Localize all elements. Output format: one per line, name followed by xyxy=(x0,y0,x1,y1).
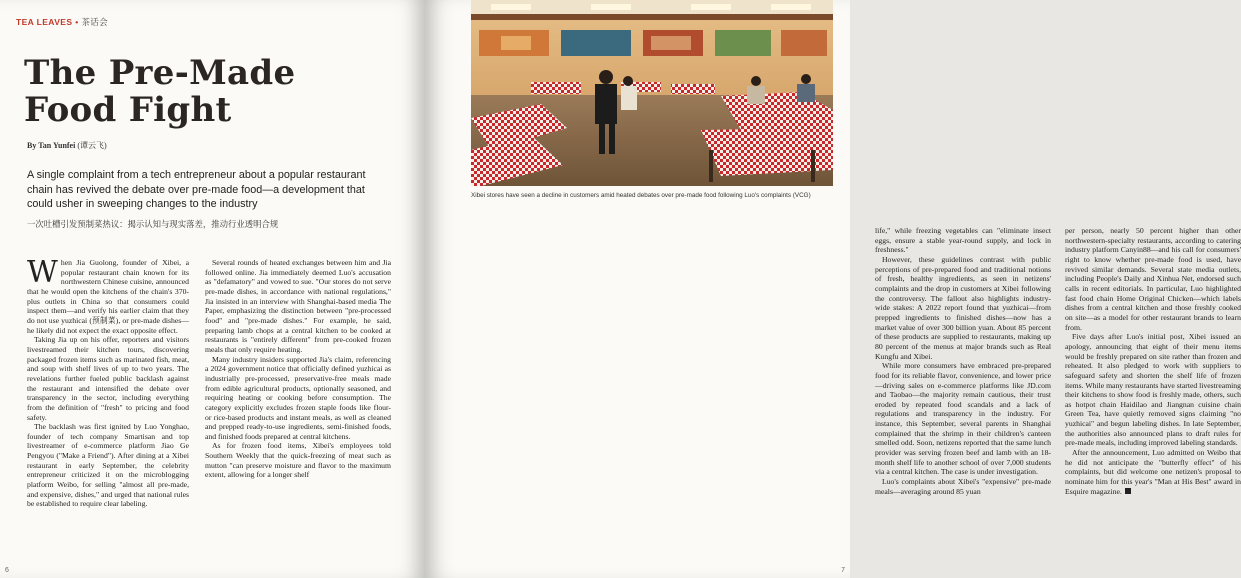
body-column-1 xyxy=(27,255,189,558)
byline-author: By Tan Yunfei xyxy=(27,141,76,150)
article-deck-zh: 一次吐槽引发预制菜热议：揭示认知与现实落差，推动行业透明合规 xyxy=(27,219,279,229)
photo-caption: Xibei stores have seen a decline in customers amid heated debates over pre-made food following Luo's complaints (VCG) xyxy=(471,192,811,199)
restaurant-photo xyxy=(471,0,833,186)
page-number: 6 xyxy=(5,567,9,574)
body-paragraph: Luo's complaints about Xibei's "expensive" pre-made meals—averaging around 85 yuan xyxy=(875,477,1051,496)
body-column-4 xyxy=(1065,226,1241,556)
body-paragraph xyxy=(1065,448,1241,496)
section-name-zh: 茶话会 xyxy=(81,17,109,27)
body-paragraph: Five days after Luo's initial post, Xibei issued an apology, announcing that eight of their menu items would be freshly prepared on site rather than frozen and reheated. It also pledged to work with suppliers to safeguard safety and shorten the shelf life of frozen items. While many restaurants have started livestreaming their kitchens to show food is freshly made, others, such as hotpot chain Haidilao and Jiangnan cuisine chain Green Tea, have quietly removed signs claiming "no yuzhicai" and begun labeling dishes. In late September, the authorities also announced plans to draft rules for pre-made meals, including improved labeling standards. xyxy=(1065,332,1241,448)
body-paragraph xyxy=(27,255,189,335)
page-number: 7 xyxy=(841,567,845,574)
title-line-2: Food Fight xyxy=(24,90,232,130)
body-paragraph: As for frozen food items, Xibei's employees told Southern Weekly that the quick-freezing of meat such as mutton "can preserve moisture and flavor to the maximum extent, allowing for a longer shelf xyxy=(205,441,391,480)
title-line-1: The Pre-Made xyxy=(24,53,296,93)
body-paragraph: However, these guidelines contrast with public perceptions of pre-prepared food and traditional notions of fresh, healthy ingredients, as seen in netizens' complaints and the drop in customers at Xibei following the controversy. The fallout also highlights industry-wide stakes: A 2022 report found that yuzhicai—from prepped ingredients to finished dishes—now has a market value of over 300 billion yuan. About 85 percent of these products are supplied to restaurants, making up 80 percent of the menus at major brands such as Real Kungfu and Xibei. xyxy=(875,254,1051,361)
body-paragraph: Taking Jia up on his offer, reporters and visitors livestreamed their kitchen tours, discovering packaged frozen items such as marinated fish, meat, and soup with shelf lives of up to two years. The revelations further fueled public backlash against the restaurant and intensified the debate over transparency in the sector, including everything from the definition of "fresh" to pricing and food safety. xyxy=(27,335,189,422)
section-label xyxy=(16,16,108,28)
body-column-3 xyxy=(875,226,1051,556)
section-separator: • xyxy=(75,17,82,27)
body-paragraph-text: After the announcement, Luo admitted on Weibo that he did not anticipate the "butterfly effect" of his complaints, but did welcome one netizen's proposal to nominate him for this year's "Man at His Best" award in Esquire magazine. xyxy=(1065,448,1241,496)
body-paragraph: life," while freezing vegetables can "eliminate insect eggs, ensure a stable year-round supply, and lock in freshness." xyxy=(875,226,1051,255)
body-paragraph: Several rounds of heated exchanges between him and Jia followed online. Jia immediately deemed Luo's accusation as "defamatory" and vowed to sue. "Our stores do not serve pre-made dishes, in accordance with national regulations," Jia insisted in an interview with Shanghai-based media The Paper, emphasizing the distinction between "pre-processed food" and "pre-made dishes." For example, he said, preparing lamb chops at a central kitchen to be cooked at restaurants is "entirely different" from pre-cooked frozen meals that only require heating. xyxy=(205,258,391,354)
restaurant-interior-illustration xyxy=(471,0,833,186)
body-paragraph-text: hen Jia Guolong, founder of Xibei, a popular restaurant chain known for its northwestern Chinese cuisine, announced that he would open the kitchens of the chain's 370-plus outlets in China so that consumers could inspect them—and verify his earlier claim that they do not use yuzhicai (预制菜), or pre-made dishes—he likely did not expect the exact opposite effect. xyxy=(27,258,189,335)
article-title xyxy=(24,55,295,129)
left-page xyxy=(0,0,425,578)
body-column-2 xyxy=(205,258,391,558)
section-name: TEA LEAVES xyxy=(16,17,73,27)
body-paragraph: Many industry insiders supported Jia's claim, referencing a 2024 government notice that officially defined yuzhicai as industrially pre-processed, preservative-free meals made from edible agricultural products, optionally seasoned, and requiring heating or cooking before consumption. The category explicitly excludes frozen staple foods like flour- or rice-based products and instant meals, as well as cleaned and prepped ready-to-use ingredients, semi-finished foods, and finished foods prepared at central kitchens. xyxy=(205,354,391,441)
body-paragraph: per person, nearly 50 percent higher than other northwestern-specialty restaurants, according to catering industry platform Canyin88—and his call for consumers' right to know whether pre-made food is used, have revived similar demands. Several state media outlets, including People's Daily and Xinhua Net, endorsed such calls in recent editorials. In particular, Luo highlighted fast food chain Home Original Chicken—which labels dishes from a central kitchen and those freshly cooked on site—as a model for other restaurant brands to learn from. xyxy=(1065,226,1241,332)
end-of-article-mark xyxy=(1125,488,1131,494)
byline-author-zh: (谭云飞) xyxy=(77,141,107,150)
drop-cap: W xyxy=(27,255,58,290)
body-paragraph: While more consumers have embraced pre-prepared food for its reliable flavor, convenience, and lower price—driving sales on e-commerce platforms like JD.com and Taobao—the majority remain cautious, their trust eroded by repeated food scandals and a lack of regulations and transparency in the industry. For instance, this September, several parents in Shanghai complained that the shrimp in their children's canteen smelled odd. Soon, netizens reported that the same lunch provider was serving frozen beef and lamb with an 18-month shelf life to another school of over 7,000 students via a central kitchen. The case is under investigation. xyxy=(875,361,1051,477)
article-deck: A single complaint from a tech entrepreneur about a popular restaurant chain has revived the debate over pre-made food—a development that could usher in sweeping changes to the industry xyxy=(27,169,366,210)
body-paragraph: The backlash was first ignited by Luo Yonghao, founder of tech company Smartisan and top livestreamer of e-commerce platform Jiao Ge Pengyou ("Make a Friend"). After dining at a Xibei restaurant in early September, the celebrity entrepreneur criticized it on the microblogging platform Weibo, for selling "almost all pre-made, and expensive, dishes," and urged that national rules be established to require clear labeling. xyxy=(27,422,189,509)
byline xyxy=(27,140,107,151)
right-page xyxy=(425,0,1241,578)
